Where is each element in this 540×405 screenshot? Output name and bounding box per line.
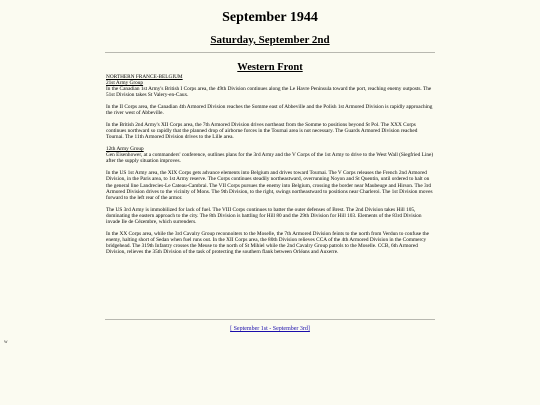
region-label: NORTHERN FRANCE-BELGIUM	[106, 74, 183, 80]
side-mark: w	[4, 340, 8, 345]
date-heading: Saturday, September 2nd	[210, 34, 330, 46]
date-range-nav-link[interactable]: [ September 1st - September 3rd]	[230, 326, 310, 332]
bottom-divider	[105, 319, 435, 320]
paragraph: In the II Corps area, the Canadian 4th Armored Division reaches the Somme east of Abbeville and the Polish 1st Armored Division is rapidly approaching the river west of Abbeville.	[106, 104, 433, 117]
top-divider	[105, 52, 435, 53]
page-title: September 1944	[222, 10, 318, 25]
section-heading: Western Front	[237, 62, 303, 73]
paragraph: In the Canadian 1st Army's British I Corps area, the 49th Division continues along the Le Havre Peninsula toward the port, reaching enemy outposts. The 51st Division takes St Valery-en-Caux.	[106, 86, 432, 99]
paragraph: The US 3rd Army is immobilized for lack of fuel. The VIII Corps continues to batter the outer defenses of Brest. The 2nd Division takes Hill 105, dominating the eastern approach to the city. The 8th Division is battling for Hill 80 and the 29th Division for Hill 103. Elements of the 83rd Division invade Ile de Cézembre, which surrenders.	[106, 206, 422, 225]
army-group-label: 12th Army Group	[106, 146, 144, 153]
paragraph: In the US 1st Army area, the XIX Corps gets advance elements into Belgium and drives toward Tournai. The V Corps releases the French 2nd Armored Division, in the Paris area, to 1st Army reserve. The Corps continues steadily northeastward, overrunning Noyon and St Quentin, until ordered to halt on the general line Landrecies-Le Cateau-Cambrai. The VII Corps pursues the enemy into Belgium, crossing the border near Maubeuge and Hirson. The 3rd Armored Division drives to the vicinity of Mons. The 9th Division, to the right, swings northeastward to positions near Charleroi. The 1st Division moves forward to the left rear of the armor.	[106, 170, 433, 201]
army-group-label: 21st Army Group	[106, 80, 144, 87]
article-body	[106, 74, 436, 261]
paragraph: In the British 2nd Army's XII Corps area, the 7th Armored Division drives northeast from the Somme to positions beyond St Pol. The XXX Corps continues northward so rapidly that the planned drop of airborne forces in the Tournai area is not necessary. The Guards Armored Division reached Tournai. The 11th Armored Division drives to the Lille area.	[106, 122, 418, 141]
paragraph: In the XX Corps area, while the 3rd Cavalry Group reconnoiters to the Moselle, the 7th Armored Division feints to the north from Verdun to confuse the enemy, halting short of Sedan when fuel runs out. In the XII Corps area, the 80th Division relieves CCA of the 4th Armored Division in the Commercy bridgehead. The 319th Infantry crosses the Meuse to the north of St Mihiel while the 2nd Cavalry Group patrols to the Moselle. CCB, 6th Armored Division, relieves the 35th Division of the task of protecting the southern flank between Orléans and Auxerre.	[106, 230, 429, 255]
paragraph: Gen Eisenhower, at a commanders' conference, outlines plans for the 3rd Army and the V Corps of the 1st Army to drive to the West Wall (Siegfried Line) after the supply situation improves.	[106, 152, 434, 165]
